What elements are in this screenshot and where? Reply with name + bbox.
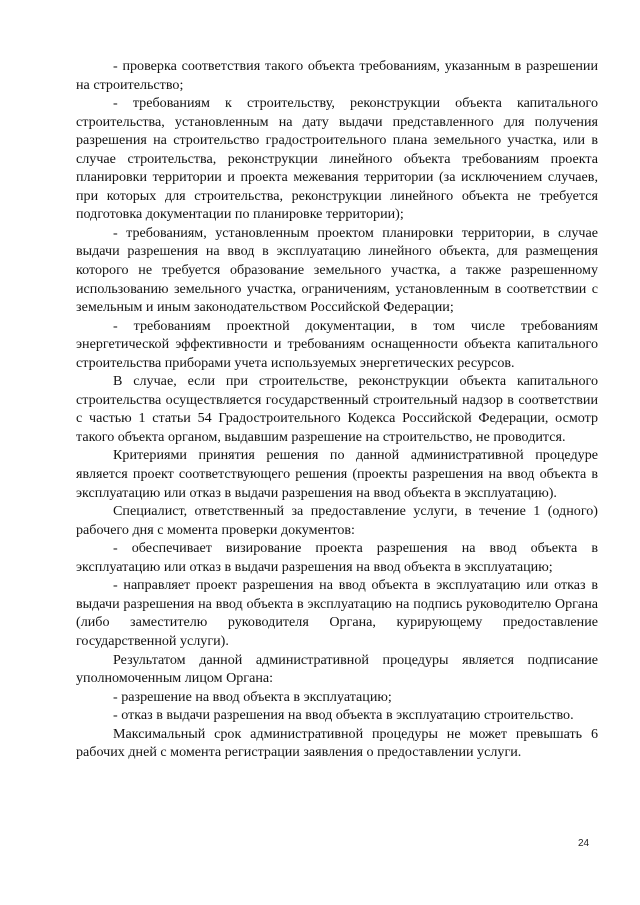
paragraph-responsible-specialist: Специалист, ответственный за предоставление услуги, в течение 1 (одного) рабочего дня с момента проверки документов: — [76, 503, 598, 538]
page-number: 24 — [578, 838, 590, 849]
document-body — [76, 57, 598, 762]
paragraph-sends-for-signature: - направляет проект разрешения на ввод объекта в эксплуатацию или отказ в выдачи разрешения на ввод объекта в эксплуатацию на подпись руководителю Органа (либо заместителю руководителя Органа, курирующему предоставление государственной услуги). — [76, 577, 598, 649]
paragraph-ensures-approval: - обеспечивает визирование проекта разрешения на ввод объекта в эксплуатацию или отказ в выдачи разрешения на ввод объекта в эксплуатацию; — [76, 540, 598, 575]
paragraph-result-permit: - разрешение на ввод объекта в эксплуатацию; — [113, 688, 392, 705]
paragraph-state-supervision: В случае, если при строительстве, реконструкции объекта капитального строительства осуществляется государственный строительный надзор в соответствии с частью 1 статьи 54 Градостроительного Кодекса Российской Федерации, осмотр такого объекта органом, выдавшим разрешение на строительство, не проводится. — [76, 373, 598, 445]
paragraph-decision-criteria: Критериями принятия решения по данной административной процедуре является проект соответствующего решения (проекты разрешения на ввод объекта в эксплуатацию или отказ в выдачи разрешения на ввод объекта в эксплуатацию). — [76, 447, 598, 501]
paragraph-check-permit-compliance: - проверка соответствия такого объекта требованиям, указанным в разрешении на строительство; — [76, 58, 598, 93]
paragraph-construction-requirements: - требованиям к строительству, реконструкции объекта капитального строительства, установленным на дату выдачи представленного для получения разрешения на строительство градостроительного плана земельного участка, или в случае строительства, реконструкции линейного объекта требованиям проекта планировки территории и проекта межевания территории (за исключением случаев, при которых для строительства, реконструкции линейного объекта не требуется подготовка документации по планировке территории); — [76, 95, 598, 223]
paragraph-project-documentation-requirements: - требованиям проектной документации, в том числе требованиям энергетической эффективности и требованиям оснащенности объекта капитального строительства приборами учета используемых энергетических ресурсов. — [76, 317, 598, 371]
paragraph-maximum-term: Максимальный срок административной процедуры не может превышать 6 рабочих дней с момента регистрации заявления о предоставлении услуги. — [76, 725, 598, 761]
paragraph-territory-planning-requirements: - требованиям, установленным проектом планировки территории, в случае выдачи разрешения на ввод в эксплуатацию линейного объекта, для размещения которого не требуется образование земельного участка, а также разрешенному использованию земельного участка, ограничениям, установленным в соответствии с земельным и иным законодательством Российской Федерации; — [76, 224, 598, 316]
paragraph-result-refusal: - отказ в выдачи разрешения на ввод объекта в эксплуатацию строительство. — [113, 707, 574, 724]
paragraph-procedure-result: Результатом данной административной процедуры является подписание уполномоченным лицом Органа: — [76, 651, 598, 687]
